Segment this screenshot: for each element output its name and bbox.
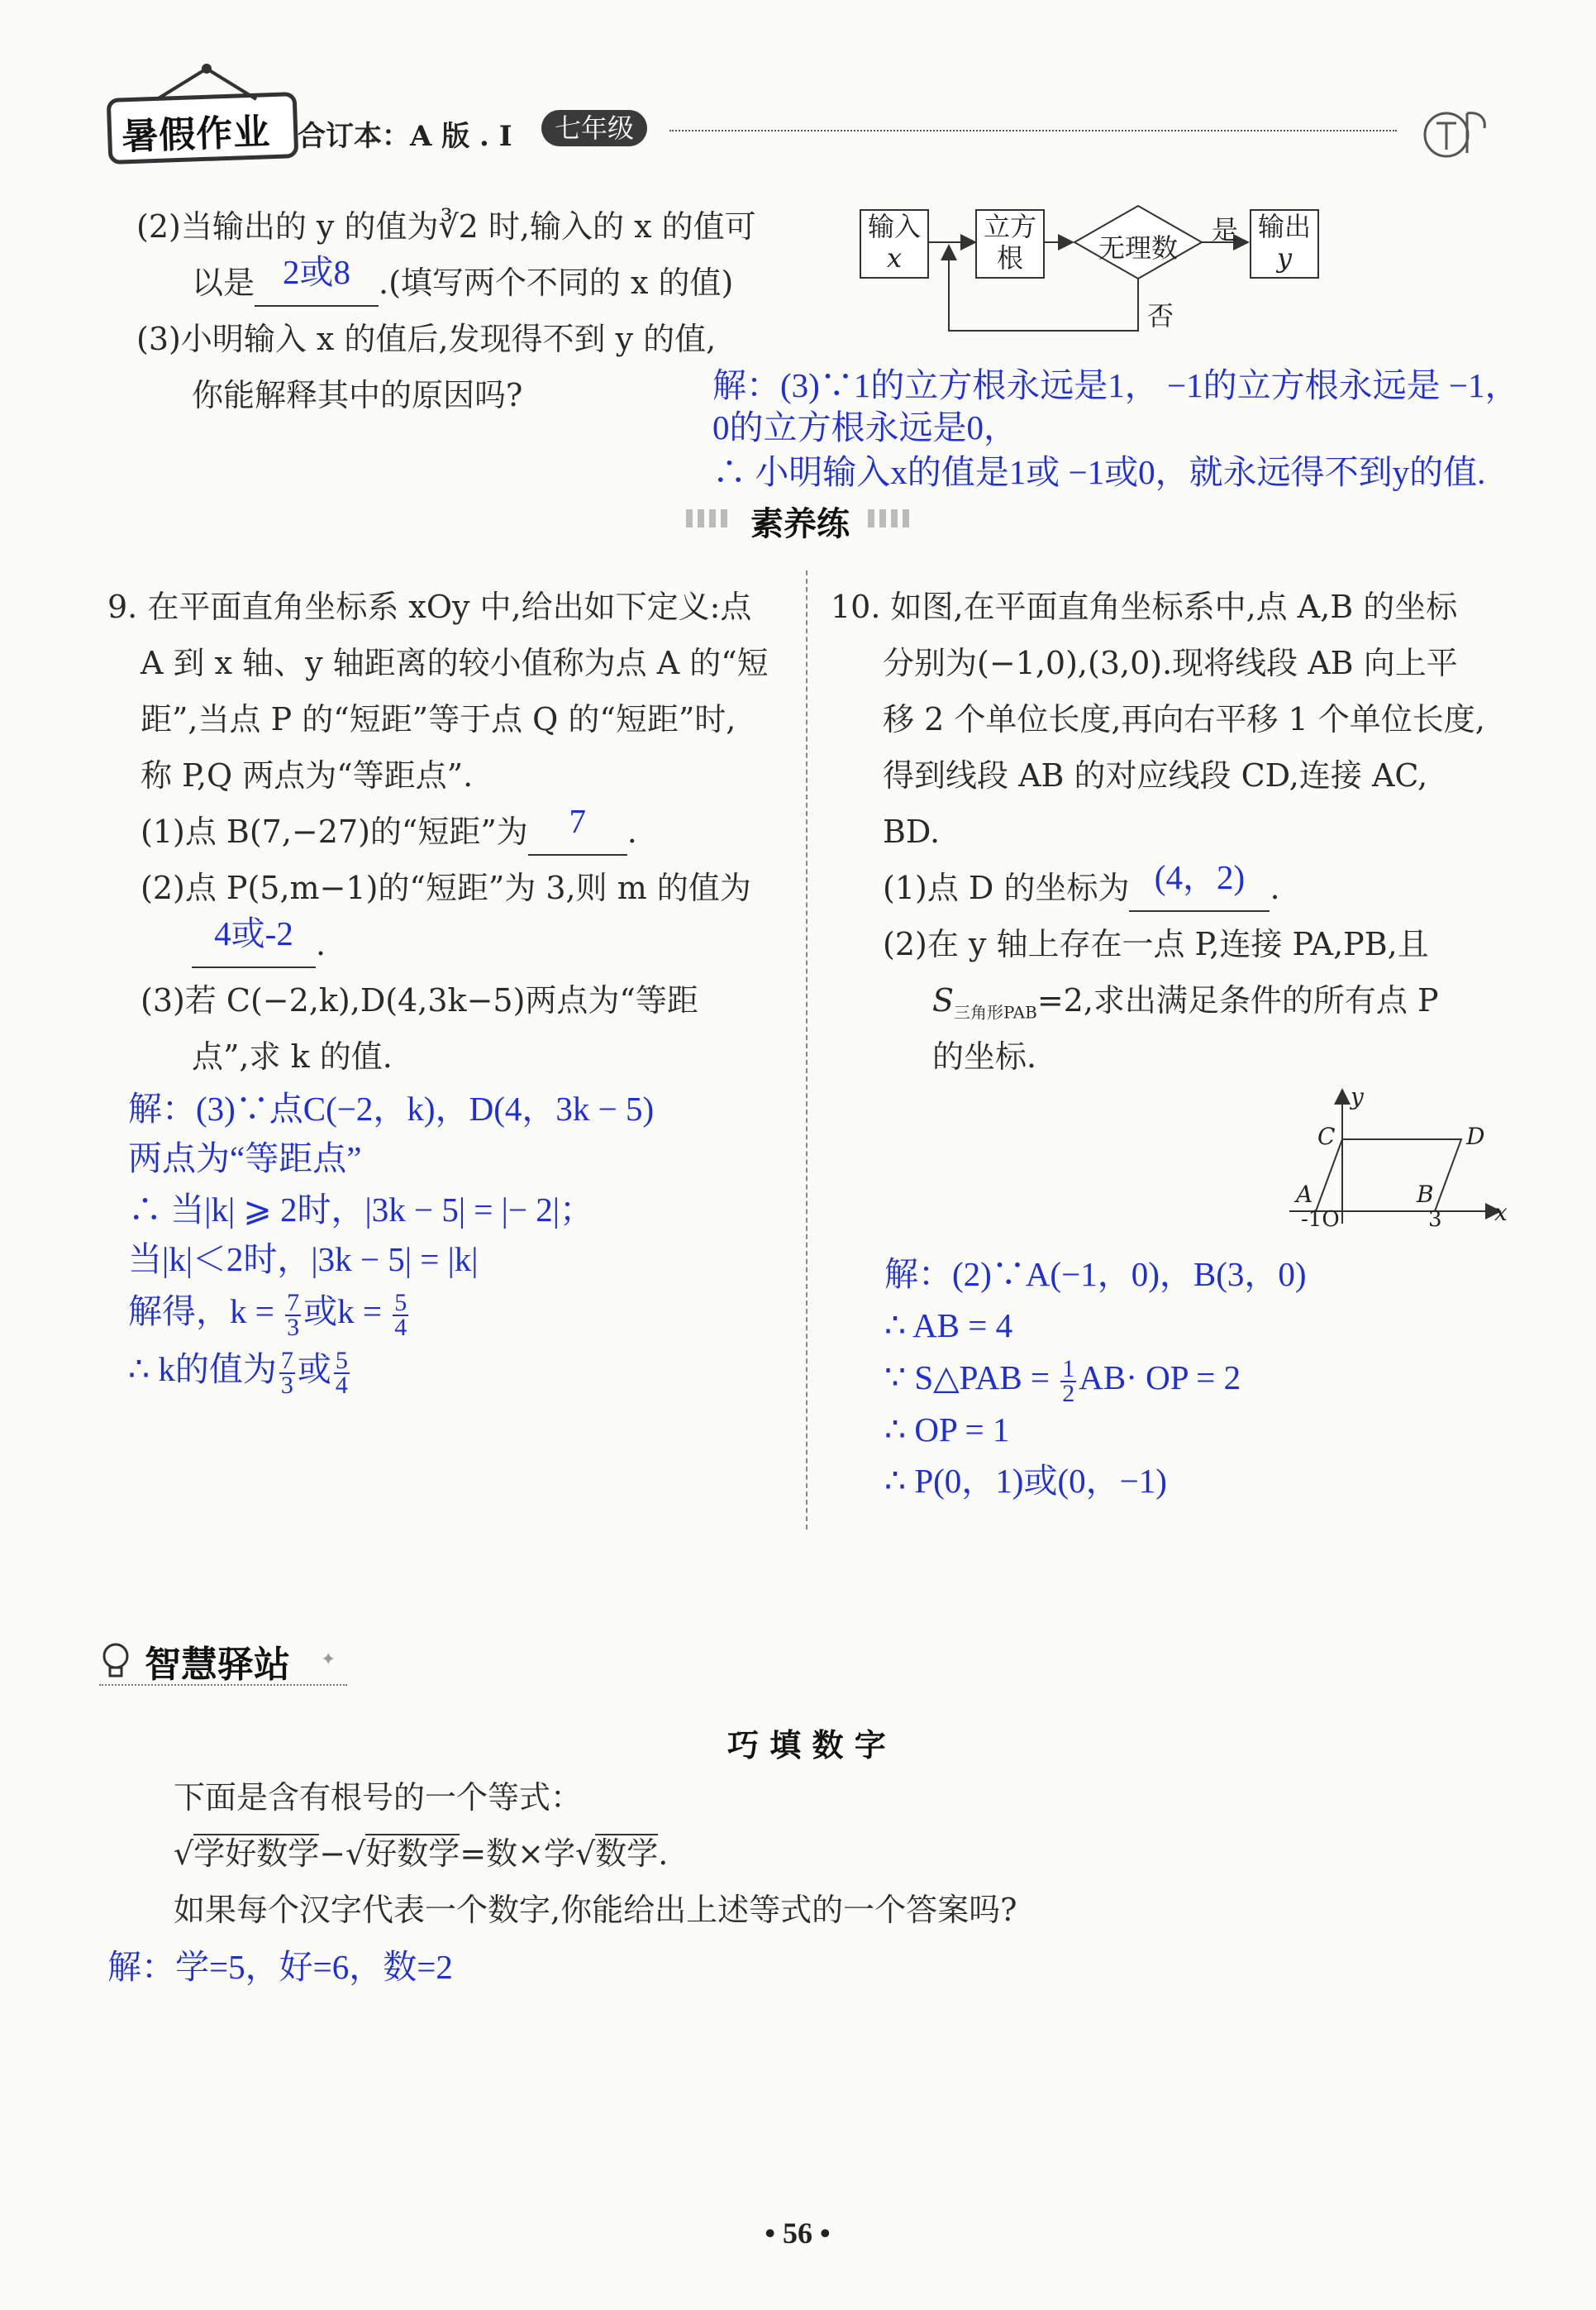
q10-part1-blank xyxy=(1129,858,1270,912)
flow-decision-label: 无理数 xyxy=(1098,232,1178,264)
q10-part1-prefix: (1)点 D 的坐标为 xyxy=(883,870,1130,906)
logo-text: 暑假作业 xyxy=(121,111,272,159)
q10-solution-line3 xyxy=(884,1352,1241,1406)
page-header xyxy=(99,62,1504,169)
q8-flowchart xyxy=(851,203,1339,343)
sqrt-icon: √ xyxy=(345,1835,366,1872)
q8-part2-suffix: .(填写两个不同的 x 的值) xyxy=(379,265,734,301)
q8-part2-answer: 2或8 xyxy=(283,253,351,291)
q9-solution-line4: 当|k|＜2时，|3k − 5| = |k| xyxy=(128,1240,479,1278)
section-deco-left xyxy=(686,509,727,527)
section-title: 素养练 xyxy=(750,505,850,543)
q10-part2-s: S xyxy=(932,982,955,1019)
q9-part1-prefix: (1)点 B(7,−27)的“短距”为 xyxy=(141,814,528,850)
frac-num: 5 xyxy=(394,1288,407,1316)
q9-sol5-prefix: 解得，k = xyxy=(128,1292,283,1330)
q8-part2-line2 xyxy=(192,255,733,311)
puzzle-line1: 下面是含有根号的一个等式： xyxy=(174,1779,583,1816)
q10-sol3-prefix: ∵ S△PAB = xyxy=(884,1358,1059,1396)
grade-badge: 七年级 xyxy=(541,110,647,146)
flow-cube-root-label-2: 根 xyxy=(996,242,1023,274)
q10-part2-sub: 三角形PAB xyxy=(954,1002,1037,1023)
q10-part1-answer: (4，2) xyxy=(1154,858,1246,896)
flow-input-label: 输入 xyxy=(867,211,921,242)
fig-origin-label: -1O xyxy=(1301,1207,1340,1232)
q9-intro-line3: 距”,当点 P 的“短距”等于点 Q 的“短距”时, xyxy=(141,701,736,737)
eq-part3: 数学 xyxy=(595,1835,659,1872)
q9-part3-line2: 点”,求 k 的值. xyxy=(192,1038,393,1075)
flow-cube-root-label-1: 立方 xyxy=(983,211,1036,242)
q9-part2-suffix: . xyxy=(316,926,326,962)
frac-den: 3 xyxy=(280,1371,293,1399)
q8-part2-blank xyxy=(255,253,379,307)
q10-coordinate-figure xyxy=(1281,1083,1513,1232)
q8-solution-line2: 0的立方根永远是0， xyxy=(712,408,1017,446)
q9-sol6-mid: 或 xyxy=(297,1350,331,1388)
logo-hanger-icon xyxy=(149,62,264,103)
sqrt-icon: √ xyxy=(575,1835,596,1872)
q9-solution-line1: 解：(3)∵点C(−2，k)，D(4，3k − 5) xyxy=(128,1090,655,1128)
flow-input-box xyxy=(860,209,929,279)
flow-output-label: 输出 xyxy=(1257,211,1311,242)
fig-A-label: A xyxy=(1296,1181,1313,1208)
fig-y-label: y xyxy=(1351,1083,1364,1110)
fig-x-label: x xyxy=(1494,1199,1508,1226)
eq-end: . xyxy=(658,1835,669,1872)
q10-intro-line3: 移 2 个单位长度,再向右平移 1 个单位长度, xyxy=(883,701,1485,737)
wisdom-header xyxy=(99,1633,364,1691)
q10-intro-line1: 10. 如图,在平面直角坐标系中,点 A,B 的坐标 xyxy=(831,589,1458,625)
q8-part3-line2: 你能解释其中的原因吗? xyxy=(192,377,523,413)
flow-output-var: y xyxy=(1276,242,1293,274)
flow-cube-root-box xyxy=(975,209,1045,279)
flow-no-label: 否 xyxy=(1147,300,1174,332)
q9-frac-7-3 xyxy=(285,1288,301,1341)
q8-solution-line3: ∴ 小明输入x的值是1或 −1或0，就永远得不到y的值. xyxy=(712,453,1486,491)
q10-part2-line3: 的坐标. xyxy=(932,1038,1037,1075)
page-number: • 56 • xyxy=(765,2217,831,2250)
q9-part3-line1: (3)若 C(−2,k),D(4,3k−5)两点为“等距 xyxy=(141,982,698,1019)
q8-part2-line1: (2)当输出的 y 的值为∛2 时,输入的 x 的值可 xyxy=(136,208,756,245)
puzzle-equation xyxy=(174,1826,668,1882)
q9-intro-line1: 9. 在平面直角坐标系 xOy 中,给出如下定义:点 xyxy=(107,589,752,625)
eq-mid: =数×学 xyxy=(460,1835,575,1872)
q9-solution-line5 xyxy=(128,1286,411,1339)
q9-solution-line3: ∴ 当|k| ⩾ 2时，|3k − 5| = |− 2|； xyxy=(128,1191,593,1229)
q8-part3-line1: (3)小明输入 x 的值后,发现得不到 y 的值, xyxy=(136,321,717,357)
q10-solution-line4: ∴ OP = 1 xyxy=(884,1410,1010,1449)
sqrt-icon: √ xyxy=(174,1835,194,1872)
fig-D-label: D xyxy=(1466,1123,1485,1150)
section-deco-right xyxy=(868,509,909,527)
q9-part1-answer: 7 xyxy=(569,802,587,840)
q9-frac-5-4 xyxy=(393,1288,408,1341)
frac-den: 3 xyxy=(287,1313,300,1341)
q10-intro-line4: 得到线段 AB 的对应线段 CD,连接 AC, xyxy=(883,757,1428,794)
q9-part1-blank xyxy=(528,802,627,856)
lightbulb-icon xyxy=(99,1641,132,1682)
q10-solution-line5: ∴ P(0，1)或(0，−1) xyxy=(884,1462,1167,1500)
frac-den: 4 xyxy=(335,1371,348,1399)
puzzle-title: 巧 填 数 字 xyxy=(727,1727,886,1764)
frac-num: 7 xyxy=(287,1288,300,1316)
frac-den: 4 xyxy=(394,1313,407,1341)
puzzle-answer: 解：学=5，好=6，数=2 xyxy=(107,1948,453,1986)
wisdom-title: 智慧驿站 xyxy=(145,1644,290,1686)
q10-solution-line1: 解：(2)∵A(−1，0)，B(3，0) xyxy=(884,1255,1307,1293)
q9-part1-suffix: . xyxy=(626,814,637,850)
q9-sol6-prefix: ∴ k的值为 xyxy=(128,1350,277,1388)
frac-num: 7 xyxy=(280,1346,293,1374)
fig-three-label: 3 xyxy=(1428,1207,1442,1232)
flow-input-var: x xyxy=(886,242,903,274)
column-divider xyxy=(806,570,808,1530)
flow-yes-label: 是 xyxy=(1212,214,1239,246)
q9-sol5-mid: 或k = xyxy=(303,1292,391,1330)
frac-num: 5 xyxy=(335,1346,348,1374)
fig-C-label: C xyxy=(1317,1123,1336,1150)
q10-part2-rest: =2,求出满足条件的所有点 P xyxy=(1036,982,1439,1019)
star-icon: ✦ xyxy=(321,1649,336,1670)
q9-solution-line2: 两点为“等距点” xyxy=(128,1139,362,1177)
q9-intro-line4: 称 P,Q 两点为“等距点”. xyxy=(141,757,474,794)
q8-part2-prefix: 以是 xyxy=(192,265,255,301)
q10-intro-line2: 分别为(−1,0),(3,0).现将线段 AB 向上平 xyxy=(883,645,1458,681)
q10-frac-half xyxy=(1060,1354,1076,1407)
q9-part1 xyxy=(141,804,637,860)
fig-B-label: B xyxy=(1417,1181,1434,1208)
header-rule xyxy=(669,130,1397,131)
wisdom-underline xyxy=(99,1684,347,1686)
header-decoration-icon xyxy=(1422,95,1496,169)
q9-part2-blank xyxy=(192,914,316,968)
puzzle-line3: 如果每个汉字代表一个数字,你能给出上述等式的一个答案吗? xyxy=(174,1892,1017,1928)
q10-intro-line5: BD. xyxy=(883,814,941,850)
q10-part1-suffix: . xyxy=(1270,870,1280,906)
eq-part2: 好数学 xyxy=(365,1835,460,1872)
section-title-bar xyxy=(686,494,934,544)
eq-minus: − xyxy=(319,1835,346,1872)
frac-den: 2 xyxy=(1062,1379,1075,1407)
flow-output-box xyxy=(1250,209,1319,279)
q9-solution-line6 xyxy=(128,1344,352,1397)
frac-num: 1 xyxy=(1062,1354,1075,1382)
q10-part1 xyxy=(883,860,1280,916)
q9-part2-line2 xyxy=(192,916,326,972)
q9-part2-answer: 4或-2 xyxy=(214,914,293,952)
q10-solution-line2: ∴ AB = 4 xyxy=(884,1306,1013,1344)
q8-solution-line1: 解：(3)∵1的立方根永远是1， −1的立方根永远是 −1， xyxy=(712,366,1519,404)
q10-part2-line1: (2)在 y 轴上存在一点 P,连接 PA,PB,且 xyxy=(883,926,1429,962)
q9-frac-7-3-b xyxy=(279,1346,295,1399)
q9-intro-line2: A 到 x 轴、y 轴距离的较小值称为点 A 的“短 xyxy=(141,645,769,681)
q10-sol3-suffix: AB· OP = 2 xyxy=(1079,1358,1241,1396)
q9-frac-5-4-b xyxy=(334,1346,350,1399)
q9-part2-line1: (2)点 P(5,m−1)的“短距”为 3,则 m 的值为 xyxy=(141,870,751,906)
header-subtitle: 合订本：A 版 . I xyxy=(298,120,512,153)
eq-part1: 学好数学 xyxy=(193,1835,320,1872)
